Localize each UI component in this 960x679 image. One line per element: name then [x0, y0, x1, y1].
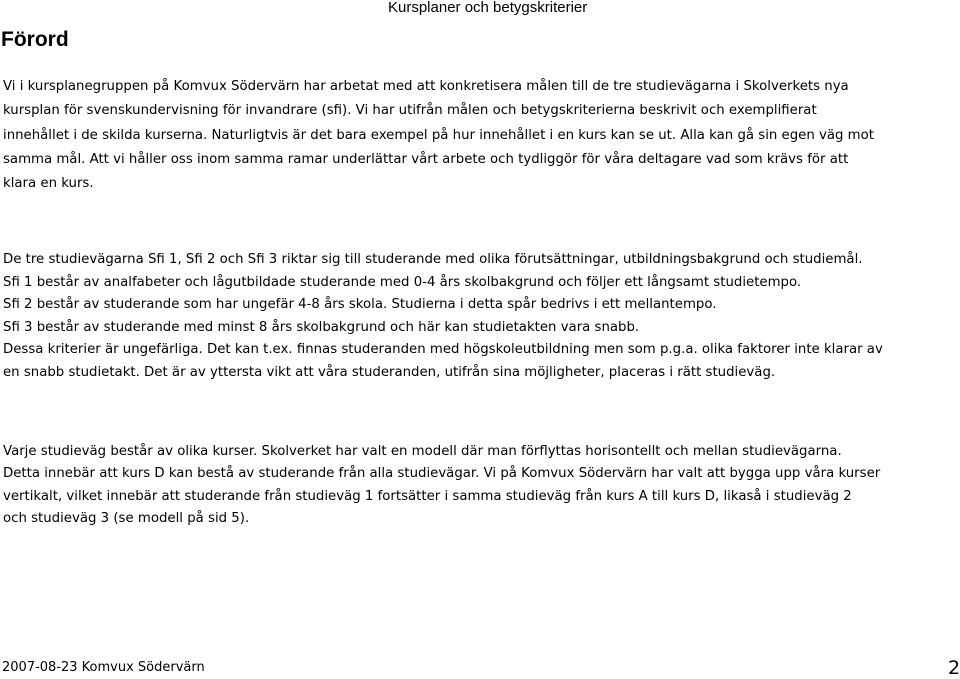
text-line: Detta innebär att kurs D kan bestå av studerande från alla studievägar. Vi på Komvux Södervärn har valt att bygga upp våra kurser — [3, 466, 881, 482]
running-header-title: Kursplaner och betygskriterier — [388, 0, 588, 16]
study-paths-paragraph — [3, 249, 958, 384]
courses-paragraph — [3, 441, 958, 530]
footer-date-organization: 2007-08-23 Komvux Södervärn — [2, 660, 205, 675]
text-line: en snabb studietakt. Det är av yttersta vikt att våra studeranden, utifrån sina möjligheter, placeras i rätt studieväg. — [3, 364, 776, 380]
text-line: De tre studievägarna Sfi 1, Sfi 2 och Sfi 3 riktar sig till studerande med olika förutsättningar, utbildningsbakgrund och studiemål. — [3, 252, 863, 267]
text-line: Sfi 3 består av studerande med minst 8 års skolbakgrund och här kan studietakten vara snabb. — [3, 319, 640, 335]
text-line: samma mål. Att vi håller oss inom samma ramar underlättar vårt arbete och tydliggör för våra deltagare vad som krävs för att — [3, 151, 849, 167]
text-line: klara en kurs. — [3, 176, 94, 192]
text-line: kursplan för svenskundervisning för invandrare (sfi). Vi har utifrån målen och betygskriterierna beskrivit och exemplifierat — [3, 103, 817, 119]
text-line: vertikalt, vilket innebär att studerande från studieväg 1 fortsätter i samma studieväg från kurs A till kurs D, likaså i studieväg 2 — [3, 488, 852, 504]
intro-paragraph — [3, 75, 958, 196]
text-line: Sfi 1 består av analfabeter och lågutbildade studerande med 0-4 års skolbakgrund och följer ett långsamt studietempo. — [3, 274, 802, 290]
text-line: Vi i kursplanegruppen på Komvux Södervärn har arbetat med att konkretisera målen till de tre studievägarna i Skolverkets nya — [3, 79, 849, 94]
text-line: och studieväg 3 (se modell på sid 5). — [3, 510, 250, 526]
page-heading: Förord — [1, 28, 69, 51]
text-line: Dessa kriterier är ungefärliga. Det kan t.ex. finnas studeranden med högskoleutbildning men som p.g.a. olika faktorer inte klarar av — [3, 342, 883, 357]
text-line: Varje studieväg består av olika kurser. Skolverket har valt en modell där man förflyttas horisontellt och mellan studievägarna. — [3, 444, 842, 459]
text-line: Sfi 2 består av studerande som har ungefär 4-8 års skola. Studierna i detta spår bedrivs i ett mellantempo. — [3, 297, 717, 312]
page-number: 2 — [948, 657, 960, 679]
text-line: innehållet i de skilda kurserna. Naturligtvis är det bara exempel på hur innehållet i en kurs kan se ut. Alla kan gå sin egen väg mot — [3, 127, 874, 143]
